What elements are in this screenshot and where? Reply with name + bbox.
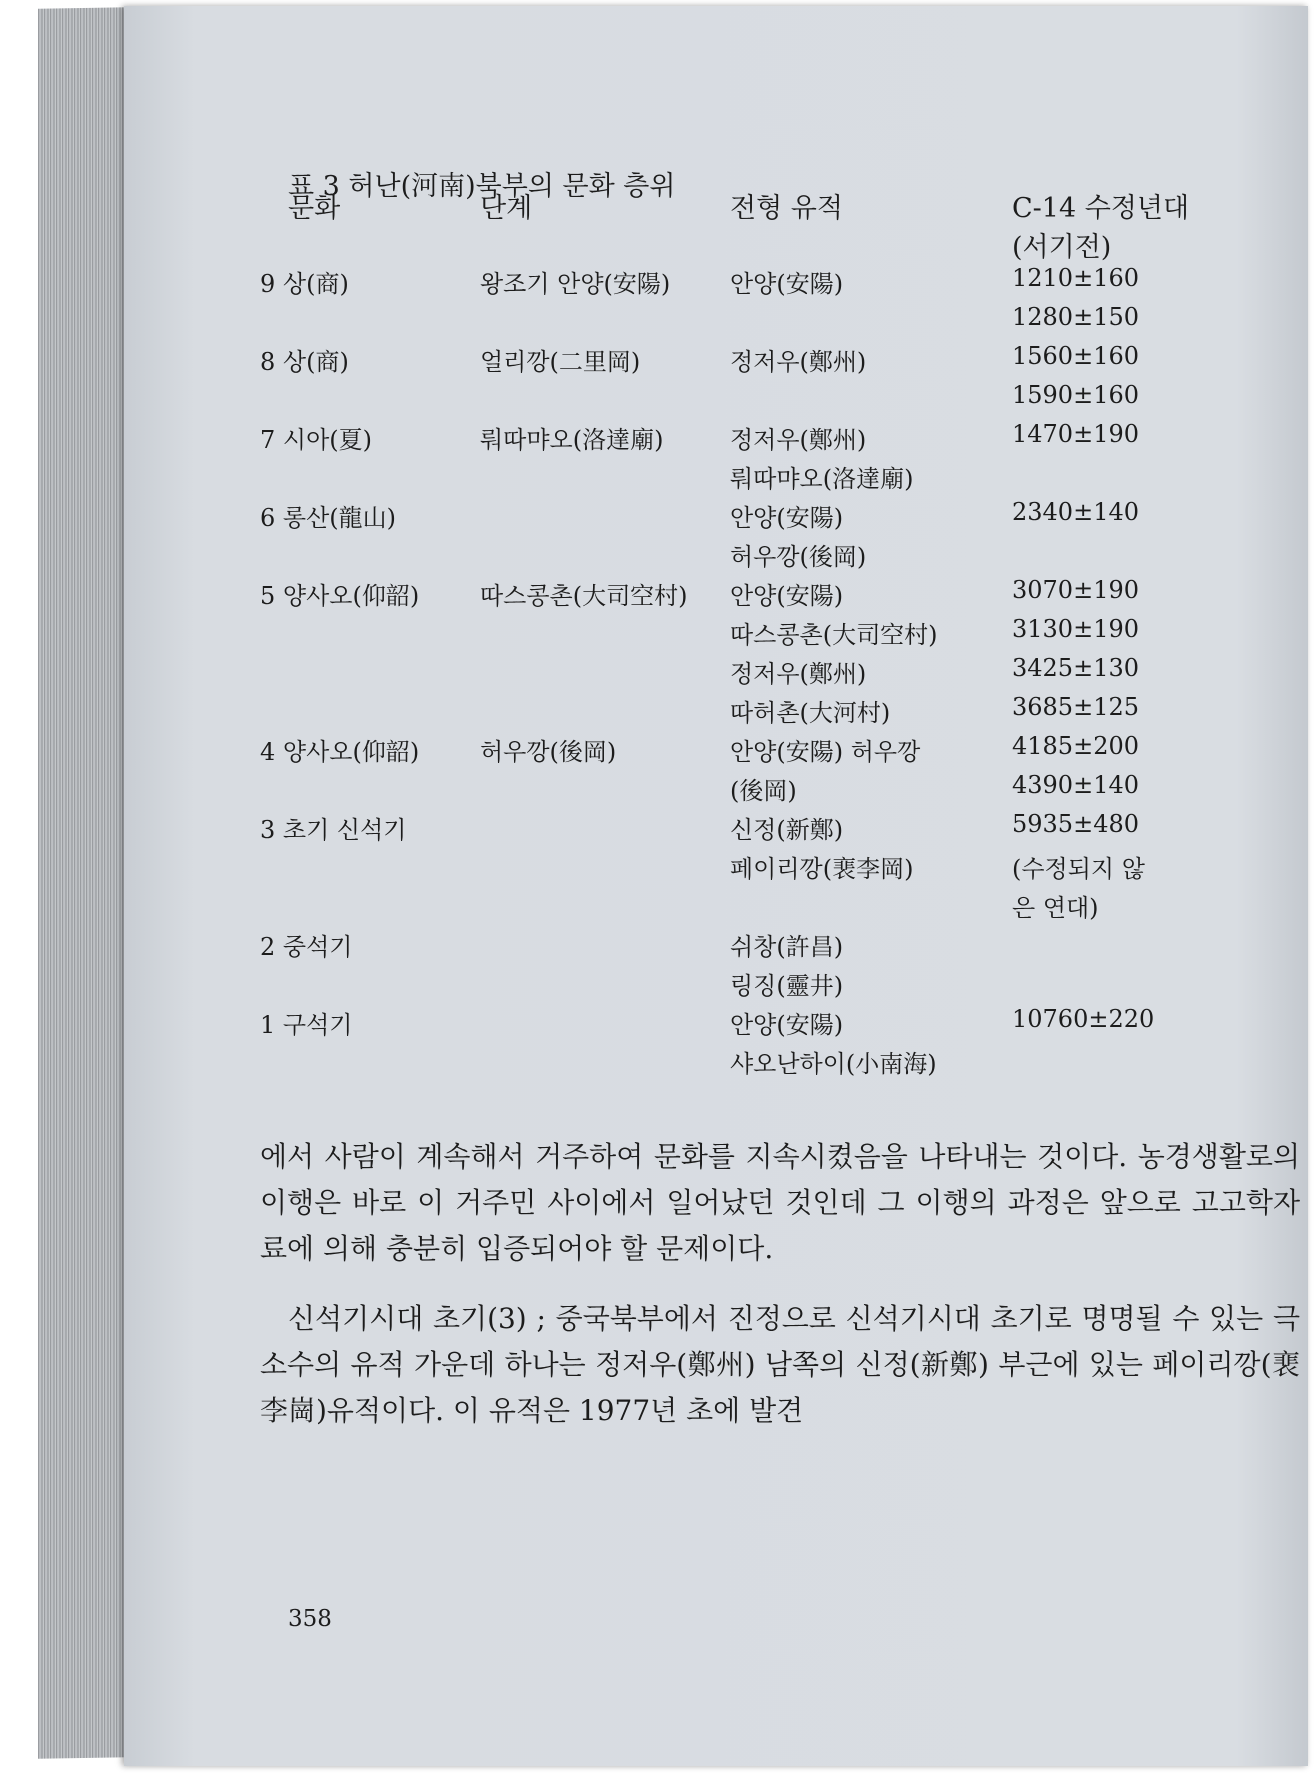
table-row: [260, 264, 1300, 308]
table-row: [260, 576, 1300, 620]
table-cell: 4390±140: [1012, 771, 1139, 799]
table-cell: 1210±160: [1012, 264, 1139, 292]
table-row: [260, 381, 1300, 425]
paragraph-2: 신석기시대 초기(3) ; 중국북부에서 진정으로 신석기시대 초기로 명명될 수 있는 극소수의 유적 가운데 하나는 정저우(鄭州) 남쪽의 신정(新鄭) 부근에 있는 페이리깡(裵李崗)유적이다. 이 유적은 1977년 초에 발견: [260, 1302, 1300, 1427]
table-cell: 신정(新鄭): [730, 816, 844, 844]
table-cell: 따허촌(大河村): [730, 699, 891, 727]
table-cell: 페이리깡(裵李岡): [730, 855, 914, 883]
table-row: [260, 849, 1300, 893]
table-row: [260, 342, 1300, 386]
table-cell: 왕조기 안양(安陽): [480, 270, 671, 298]
table-cell: 1470±190: [1012, 420, 1139, 448]
table-header-cell: 문화: [288, 193, 341, 224]
table-row: [260, 966, 1300, 1010]
table-cell: 따스콩촌(大司空村): [480, 582, 688, 610]
table-cell: 샤오난하이(小南海): [730, 1050, 937, 1078]
paragraph-1: 에서 사람이 계속해서 거주하여 문화를 지속시켰음을 나타내는 것이다. 농경생활로의 이행은 바로 이 거주민 사이에서 일어났던 것인데 그 이행의 과정은 앞으로 고고학자료에 의해 충분히 입증되어야 할 문제이다.: [260, 1140, 1300, 1265]
table-cell: 5 양사오(仰韶): [260, 582, 420, 610]
table-cell: 8 상(商): [260, 348, 349, 376]
table-cell: 허우깡(後岡): [730, 543, 867, 571]
table-header-subcell: (서기전): [1012, 232, 1112, 263]
table-cell: 2 중석기: [260, 933, 353, 961]
table-cell: 안양(安陽): [730, 504, 844, 532]
table-row: [260, 888, 1300, 932]
table-cell: 3 초기 신석기: [260, 816, 407, 844]
table-cell: 정저우(鄭州): [730, 426, 867, 454]
table-cell: 9 상(商): [260, 270, 349, 298]
table-header-cell: 단계: [480, 193, 533, 224]
table-cell: 뤄따먀오(洛達廟): [480, 426, 664, 454]
table-cell: 쉬창(許昌): [730, 933, 844, 961]
table-row: [260, 927, 1300, 971]
table-cell: (後岡): [730, 777, 797, 805]
table-cell: 뤄따먀오(洛達廟): [730, 465, 914, 493]
table-cell: 4185±200: [1012, 732, 1139, 760]
table-cell: 3130±190: [1012, 615, 1139, 643]
table-header-cell: 전형 유적: [730, 193, 843, 224]
table-cell: 3425±130: [1012, 654, 1139, 682]
table-row: [260, 498, 1300, 542]
table-row: [260, 420, 1300, 464]
table-row: [260, 732, 1300, 776]
table-cell: 1590±160: [1012, 381, 1139, 409]
table-cell: (수정되지 않: [1012, 855, 1145, 883]
table-cell: 안양(安陽) 허우깡: [730, 738, 921, 766]
table-cell: 10760±220: [1012, 1005, 1155, 1033]
table-cell: 은 연대): [1012, 894, 1099, 922]
table-cell: 정저우(鄭州): [730, 660, 867, 688]
book-page-edges: [38, 7, 130, 1759]
table-row: [260, 693, 1300, 737]
table-row: [260, 1005, 1300, 1049]
table-row: [260, 810, 1300, 854]
table-row: [260, 771, 1300, 815]
table-cell: 7 시아(夏): [260, 426, 372, 454]
table-row: [260, 537, 1300, 581]
table-cell: 안양(安陽): [730, 270, 844, 298]
table-row: [260, 654, 1300, 698]
table-cell: 얼리깡(二里岡): [480, 348, 641, 376]
page-number: 358: [288, 1606, 332, 1632]
table-cell: 안양(安陽): [730, 1011, 844, 1039]
table-header-row: [260, 186, 1300, 230]
table-cell: 1 구석기: [260, 1011, 353, 1039]
table-cell: 안양(安陽): [730, 582, 844, 610]
table-row: [260, 303, 1300, 347]
table-cell: 링징(靈井): [730, 972, 844, 1000]
table-cell: 2340±140: [1012, 498, 1139, 526]
table-caption: 표 3 허난(河南)북부의 문화 층위: [288, 171, 676, 202]
table-cell: 3685±125: [1012, 693, 1139, 721]
table-cell: 6 롱산(龍山): [260, 504, 396, 532]
table-header-sub-row: [260, 225, 1300, 269]
table-cell: 따스콩촌(大司空村): [730, 621, 938, 649]
table-row: [260, 615, 1300, 659]
table-row: [260, 1044, 1300, 1088]
table-cell: 정저우(鄭州): [730, 348, 867, 376]
book-page: [124, 6, 1308, 1766]
table-cell: 3070±190: [1012, 576, 1139, 604]
table-row: [260, 459, 1300, 503]
table-header-cell: C-14 수정년대: [1012, 193, 1190, 224]
table-cell: 1560±160: [1012, 342, 1139, 370]
table-cell: 5935±480: [1012, 810, 1139, 838]
table-cell: 허우깡(後岡): [480, 738, 617, 766]
table-cell: 1280±150: [1012, 303, 1139, 331]
table-cell: 4 양사오(仰韶): [260, 738, 420, 766]
